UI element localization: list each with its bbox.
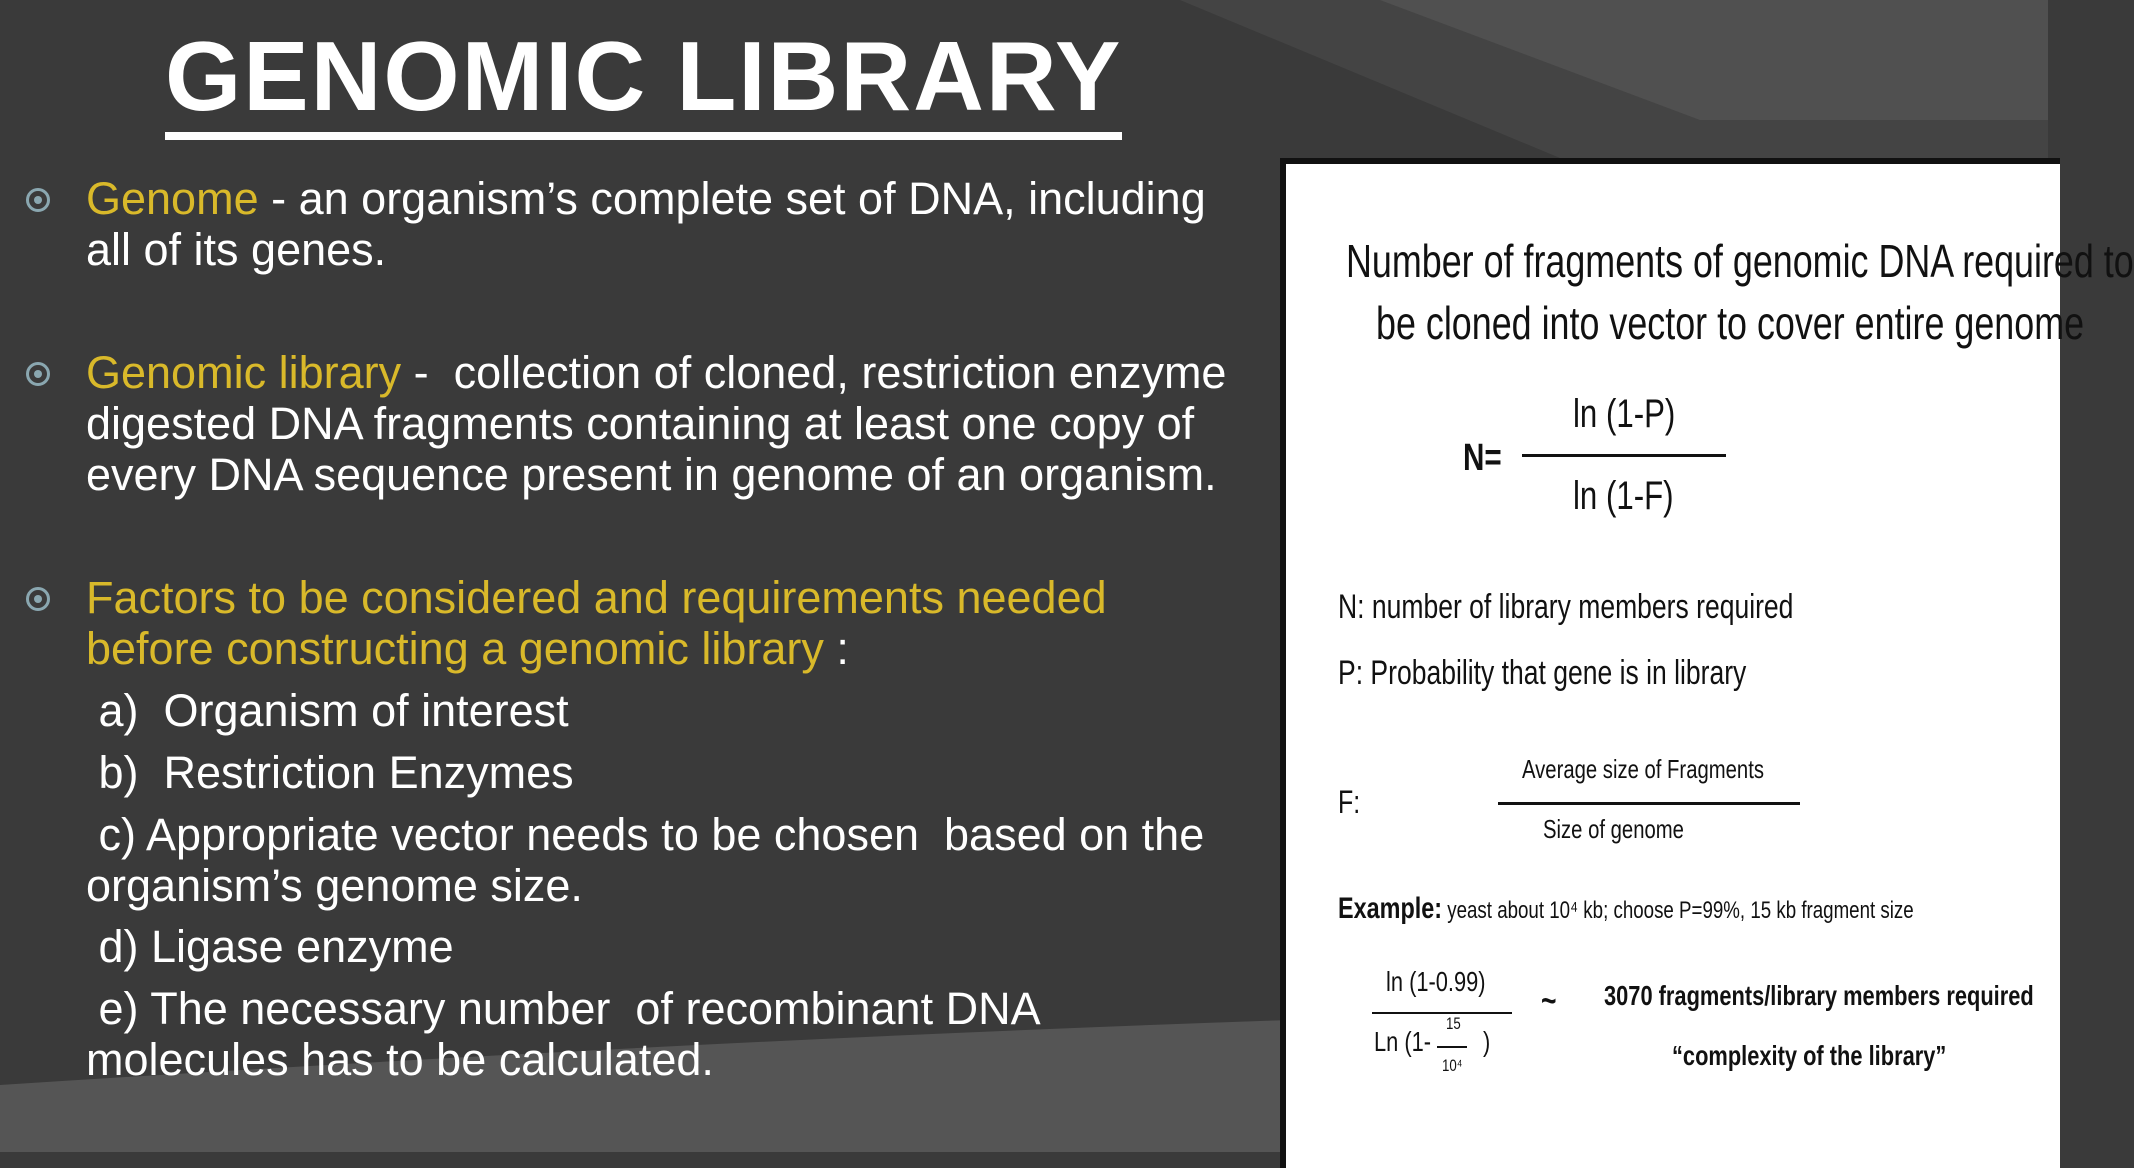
- result-line1: 3070 fragments/library members required: [1604, 980, 2034, 1011]
- bullet-factors: [86, 572, 1286, 674]
- formula-n-numerator: ln (1-P): [1573, 392, 1676, 436]
- formula-n-denominator: ln (1-F): [1573, 474, 1674, 518]
- calc-numerator: ln (1-0.99): [1386, 966, 1486, 997]
- definition-n: N: number of library members required: [1338, 588, 1794, 626]
- panel-heading-line2: be cloned into vector to cover entire genome: [1376, 297, 2085, 349]
- calc-inner-denominator: 10⁴: [1442, 1056, 1463, 1075]
- approx-symbol: ~: [1541, 982, 1557, 1020]
- calc-fraction-bar: [1372, 1012, 1512, 1014]
- bullet-marker-icon: [26, 587, 50, 611]
- factors-colon: :: [823, 623, 849, 674]
- formula-f-denominator: Size of genome: [1543, 814, 1684, 844]
- term-genomic-library: Genomic library: [86, 347, 402, 398]
- factor-item-b: b) Restriction Enzymes: [86, 747, 574, 798]
- result-line2: “complexity of the library”: [1672, 1040, 1947, 1071]
- library-definition-line3: every DNA sequence present in genome of an organism.: [86, 449, 1217, 500]
- formula-f-label: F:: [1338, 784, 1361, 820]
- factor-item-c-line1: c) Appropriate vector needs to be chosen based on the: [86, 809, 1205, 860]
- example-label: Example:: [1338, 892, 1443, 925]
- factor-item-c-line2: organism’s genome size.: [86, 860, 583, 911]
- bullet-genomic-library: [86, 347, 1286, 500]
- formula-f-numerator: Average size of Fragments: [1522, 754, 1764, 784]
- slide-title: GENOMIC LIBRARY: [165, 22, 1122, 140]
- separator: -: [401, 347, 454, 398]
- factor-item-c: [86, 809, 1286, 911]
- factor-item-e: [86, 983, 1286, 1085]
- library-definition-line1: collection of cloned, restriction enzyme: [453, 347, 1227, 398]
- calc-inner-numerator: 15: [1446, 1014, 1461, 1033]
- bullet-marker-icon: [26, 188, 50, 212]
- formula-n-fraction-bar: [1522, 454, 1726, 457]
- definition-p: P: Probability that gene is in library: [1338, 654, 1747, 692]
- factor-item-e-line1: e) The necessary number of recombinant DNA: [86, 983, 1041, 1034]
- factors-heading-line1: Factors to be considered and requirements needed: [86, 572, 1107, 623]
- example-text: yeast about 10⁴ kb; choose P=99%, 15 kb fragment size: [1442, 897, 1914, 924]
- genome-definition-line1: an organism’s complete set of DNA, including: [298, 173, 1206, 224]
- example-line: [1338, 892, 1914, 926]
- separator: -: [258, 173, 299, 224]
- term-genome: Genome: [86, 173, 259, 224]
- factor-item-d: d) Ligase enzyme: [86, 921, 454, 972]
- factor-item-e-line2: molecules has to be calculated.: [86, 1034, 714, 1085]
- factors-heading-line2: before constructing a genomic library: [86, 623, 824, 674]
- formula-f-fraction-bar: [1498, 802, 1800, 805]
- formula-panel: [1280, 158, 2134, 1168]
- genome-definition-line2: all of its genes.: [86, 224, 387, 275]
- factor-item-a: a) Organism of interest: [86, 685, 569, 736]
- panel-heading-line1: Number of fragments of genomic DNA required to: [1346, 235, 2134, 287]
- calc-denom-prefix: Ln (1-: [1374, 1026, 1432, 1057]
- library-definition-line2: digested DNA fragments containing at least one copy of: [86, 398, 1195, 449]
- formula-n-label: N=: [1463, 437, 1502, 479]
- calc-inner-fraction-bar: [1437, 1046, 1467, 1048]
- bullet-marker-icon: [26, 362, 50, 386]
- calc-denom-suffix: ): [1483, 1026, 1491, 1057]
- bullet-genome: [86, 173, 1286, 275]
